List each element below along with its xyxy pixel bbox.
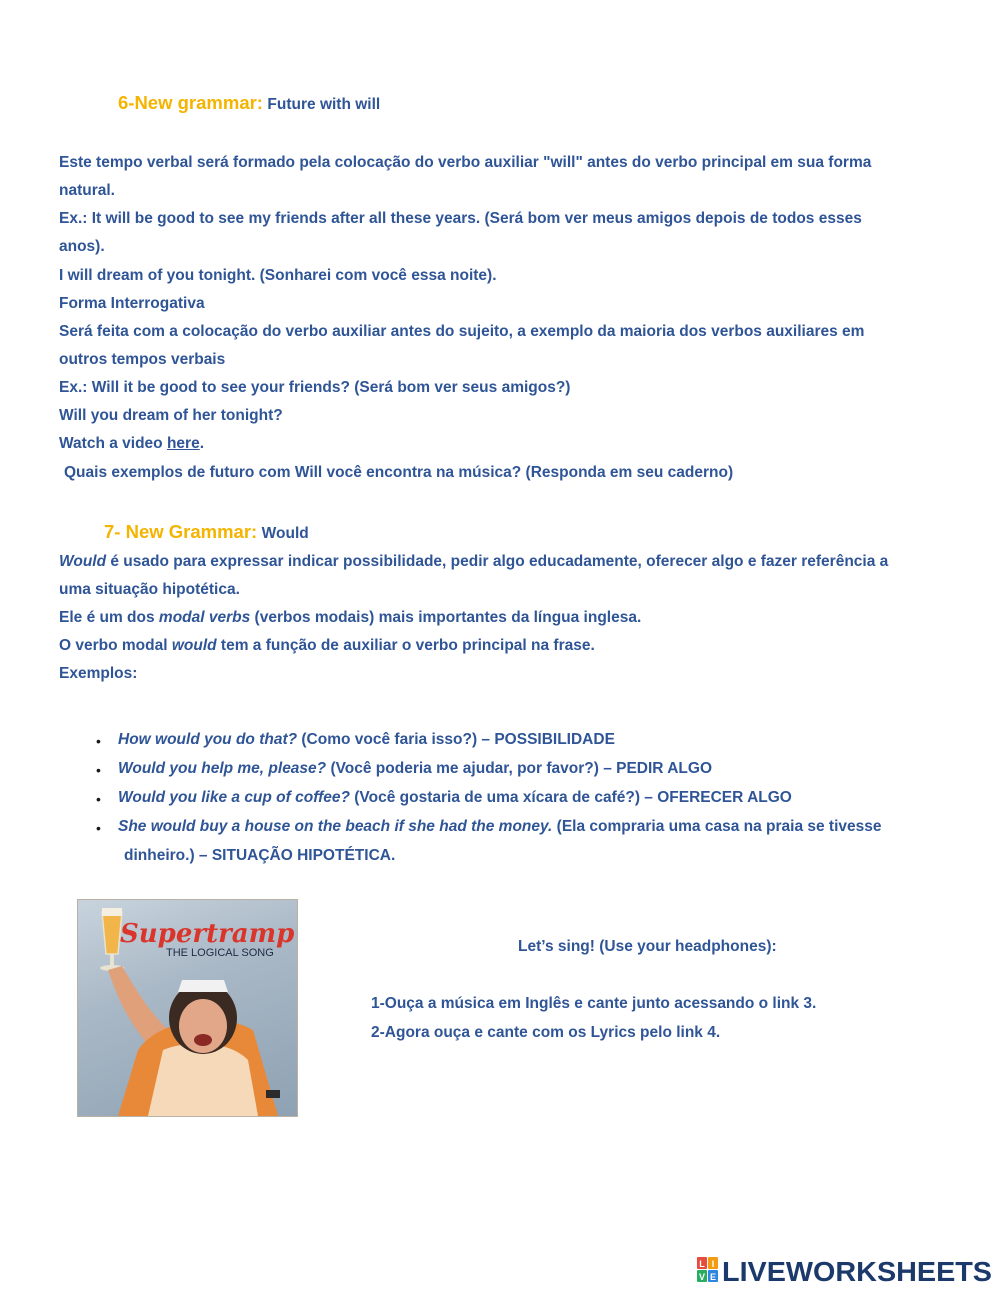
example-rest: (Você poderia me ajudar, por favor?) – PEDIR ALGO — [326, 760, 712, 777]
example-italic: Would you help me, please? — [118, 760, 327, 777]
would-italic: Would — [59, 553, 107, 570]
album-artist: Supertramp — [120, 919, 295, 949]
video-suffix: . — [199, 435, 205, 452]
body-line: Este tempo verbal será formado pela colocação do verbo auxiliar "will" antes do verbo principal em sua forma — [59, 154, 872, 171]
bullet-dot: • — [96, 733, 101, 749]
modal-verbs-italic: modal verbs — [158, 609, 251, 626]
logo-letter: E — [709, 1272, 717, 1282]
video-line — [59, 435, 204, 453]
body-line: uma situação hipotética. — [59, 581, 240, 598]
section-6-number: 6-New grammar: — [118, 92, 263, 113]
example-italic: How would you do that? — [118, 731, 298, 748]
body-line: anos). — [59, 238, 105, 255]
body-line: Ex.: It will be good to see my friends after all these years. (Será bom ver meus amigos depois de todos esses — [59, 210, 862, 227]
body-line: outros tempos verbais — [59, 351, 226, 368]
video-link[interactable]: here — [166, 435, 200, 452]
liveworksheets-logo — [696, 1255, 993, 1285]
auxiliary-prefix: O verbo modal — [59, 637, 172, 654]
would-definition-text: é usado para expressar indicar possibilidade, pedir algo educadamente, oferecer algo e fazer referência a — [106, 553, 889, 570]
list-item-continuation: dinheiro.) – SITUAÇÃO HIPOTÉTICA. — [124, 847, 396, 864]
logo-letter: I — [711, 1259, 715, 1269]
list-item — [118, 789, 792, 807]
logo-letter: L — [699, 1259, 705, 1269]
example-rest: (Você gostaria de uma xícara de café?) – OFERECER ALGO — [349, 789, 792, 806]
example-rest: (Ela compraria uma casa na praia se tivesse — [552, 818, 882, 835]
logo-text: LIVEWORKSHEETS — [722, 1256, 992, 1285]
section-7-number: 7- New Grammar: — [104, 521, 258, 542]
example-italic: She would buy a house on the beach if she had the money. — [118, 818, 553, 835]
examples-label: Exemplos: — [59, 665, 138, 682]
modal-verbs-prefix: Ele é um dos — [59, 609, 159, 626]
body-line: Will you dream of her tonight? — [59, 407, 283, 424]
section-6-title: Future with will — [267, 96, 381, 113]
bullet-dot: • — [96, 820, 101, 836]
example-rest: (Como você faria isso?) – POSSIBILIDADE — [297, 731, 615, 748]
section-6-question: Quais exemplos de futuro com Will você encontra na música? (Responda em seu caderno) — [64, 464, 734, 481]
section-7-title: Would — [261, 525, 309, 542]
sing-step-1: 1-Ouça a música em Inglês e cante junto acessando o link 3. — [371, 995, 817, 1012]
body-line: Ex.: Will it be good to see your friends? (Será bom ver seus amigos?) — [59, 379, 571, 396]
body-line: natural. — [59, 182, 115, 199]
subheading-interrogative: Forma Interrogativa — [59, 295, 205, 312]
example-italic: Would you like a cup of coffee? — [118, 789, 350, 806]
auxiliary-suffix: tem a função de auxiliar o verbo principal na frase. — [216, 637, 595, 654]
album-cover-illustration — [78, 900, 297, 1116]
section-6-heading — [118, 92, 380, 114]
album-song-title: THE LOGICAL SONG — [166, 947, 274, 959]
modal-verbs-line — [59, 609, 641, 627]
sing-step-2: 2-Agora ouça e cante com os Lyrics pelo link 4. — [371, 1024, 721, 1041]
list-item — [118, 818, 882, 836]
auxiliary-italic: would — [171, 637, 217, 654]
body-line: I will dream of you tonight. (Sonharei com você essa noite). — [59, 267, 497, 284]
bullet-dot: • — [96, 762, 101, 778]
would-definition — [59, 553, 888, 571]
video-prefix: Watch a video — [59, 435, 167, 452]
body-line: Será feita com a colocação do verbo auxiliar antes do sujeito, a exemplo da maioria dos verbos auxiliares em — [59, 323, 865, 340]
auxiliary-line — [59, 637, 595, 655]
logo-letter: V — [698, 1272, 706, 1282]
list-item — [118, 731, 615, 749]
section-7-heading — [104, 521, 309, 543]
modal-verbs-suffix: (verbos modais) mais importantes da língua inglesa. — [250, 609, 642, 626]
sing-title: Let’s sing! (Use your headphones): — [518, 938, 777, 955]
list-item — [118, 760, 712, 778]
liveworksheets-logo-graphic — [696, 1255, 993, 1285]
bullet-dot: • — [96, 791, 101, 807]
album-cover-image — [77, 899, 298, 1117]
